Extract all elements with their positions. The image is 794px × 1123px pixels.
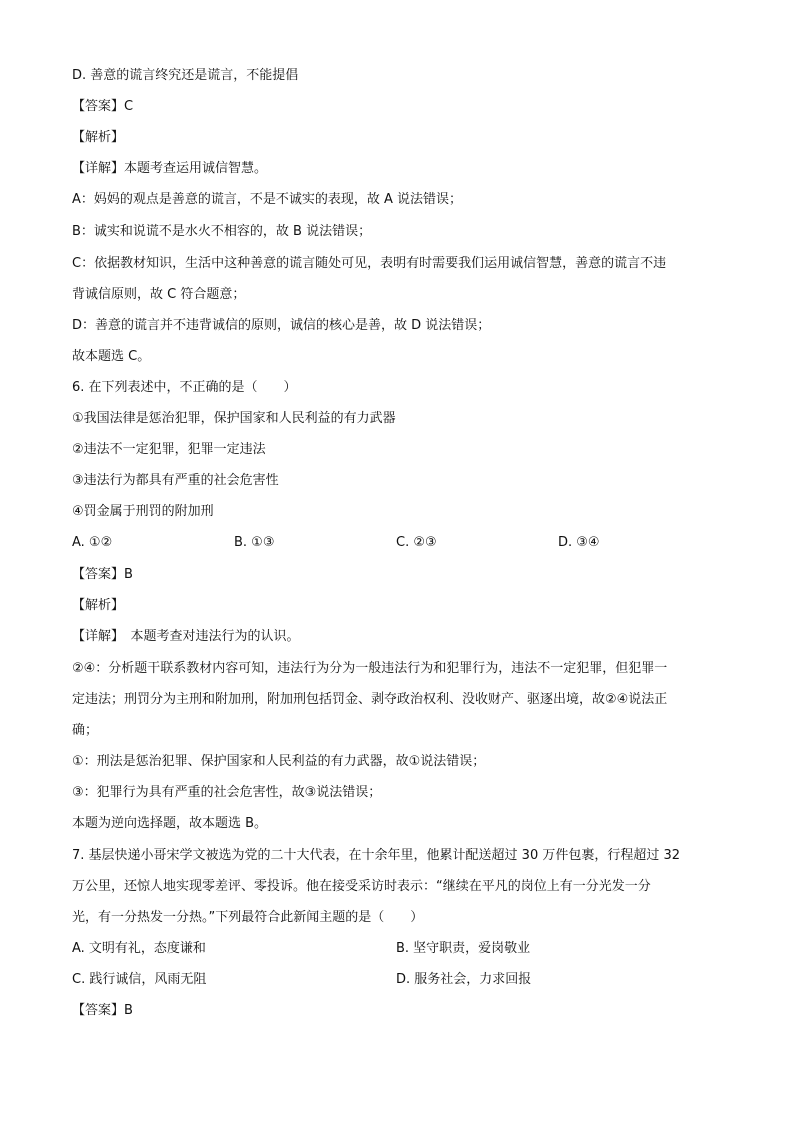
- q5-explain-a: A：妈妈的观点是善意的谎言，不是不诚实的表现，故 A 说法错误；: [72, 192, 463, 207]
- q7-option-d: D. 服务社会，力求回报: [396, 972, 532, 987]
- q6-statement-3: ③违法行为都具有严重的社会危害性: [72, 473, 279, 488]
- q6-analysis-label: 【解析】: [72, 598, 125, 613]
- q5-explain-c-line1: C：依据教材知识，生活中这种善意的谎言随处可见，表明有时需要我们运用诚信智慧，善意的谎言不违: [72, 256, 667, 271]
- q5-explain-b: B：诚实和说谎不是水火不相容的，故 B 说法错误；: [72, 224, 372, 239]
- q5-explain-d: D：善意的谎言并不违背诚信的原则，诚信的核心是善，故 D 说法错误；: [72, 318, 491, 333]
- q7-option-b: B. 坚守职责，爱岗敬业: [396, 941, 531, 956]
- q6-option-c: C. ②③: [396, 535, 437, 550]
- q7-answer: 【答案】B: [72, 1003, 133, 1018]
- q6-explain-24-line2: 定违法；刑罚分为主刑和附加刑，附加刑包括罚金、剥夺政治权利、没收财产、驱逐出境，故②④说法正: [72, 692, 668, 707]
- q7-stem-line3: 光，有一分热发一分热。”下列最符合此新闻主题的是（ ）: [72, 910, 424, 925]
- q7-options-row1: [72, 939, 724, 959]
- q6-statement-1: ①我国法律是惩治犯罪，保护国家和人民利益的有力武器: [72, 411, 396, 426]
- q7-options-row2: [72, 970, 724, 990]
- q6-explain-3: ③：犯罪行为具有严重的社会危害性，故③说法错误；: [72, 785, 382, 800]
- q7-option-c: C. 践行诚信，风雨无阻: [72, 972, 207, 987]
- q6-conclusion: 本题为逆向选择题，故本题选 B。: [72, 816, 268, 831]
- q6-statement-4: ④罚金属于刑罚的附加刑: [72, 504, 214, 519]
- q6-option-d: D. ③④: [558, 535, 600, 550]
- q6-detail: 【详解】 本题考查对违法行为的认识。: [72, 629, 300, 644]
- q6-statement-2: ②违法不一定犯罪，犯罪一定违法: [72, 442, 266, 457]
- q6-options-row: [72, 533, 724, 553]
- q5-option-d: D. 善意的谎言终究还是谎言，不能提倡: [72, 68, 299, 83]
- q7-option-a: A. 文明有礼，态度谦和: [72, 941, 206, 956]
- q6-option-a: A. ①②: [72, 535, 113, 550]
- q6-stem: 6. 在下列表述中，不正确的是（ ）: [72, 380, 297, 395]
- q5-analysis-label: 【解析】: [72, 130, 125, 145]
- q6-explain-1: ①：刑法是惩治犯罪、保护国家和人民利益的有力武器，故①说法错误；: [72, 754, 486, 769]
- q6-explain-24-line3: 确；: [72, 723, 99, 738]
- q5-answer: 【答案】C: [72, 99, 134, 114]
- q5-conclusion: 故本题选 C。: [72, 349, 151, 364]
- q5-explain-c-line2: 背诚信原则，故 C 符合题意；: [72, 287, 246, 302]
- q6-explain-24-line1: ②④：分析题干联系教材内容可知，违法行为分为一般违法行为和犯罪行为，违法不一定犯罪，但犯罪一: [72, 661, 668, 676]
- q5-detail: 【详解】本题考查运用诚信智慧。: [72, 161, 268, 176]
- q6-answer: 【答案】B: [72, 567, 133, 582]
- q7-stem-line2: 万公里，还惊人地实现零差评、零投诉。他在接受采访时表示：“继续在平凡的岗位上有一分光发一分: [72, 879, 651, 894]
- q6-option-b: B. ①③: [234, 535, 275, 550]
- q7-stem-line1: 7. 基层快递小哥宋学文被选为党的二十大代表，在十余年里，他累计配送超过 30 万件包裹，行程超过 32: [72, 848, 681, 863]
